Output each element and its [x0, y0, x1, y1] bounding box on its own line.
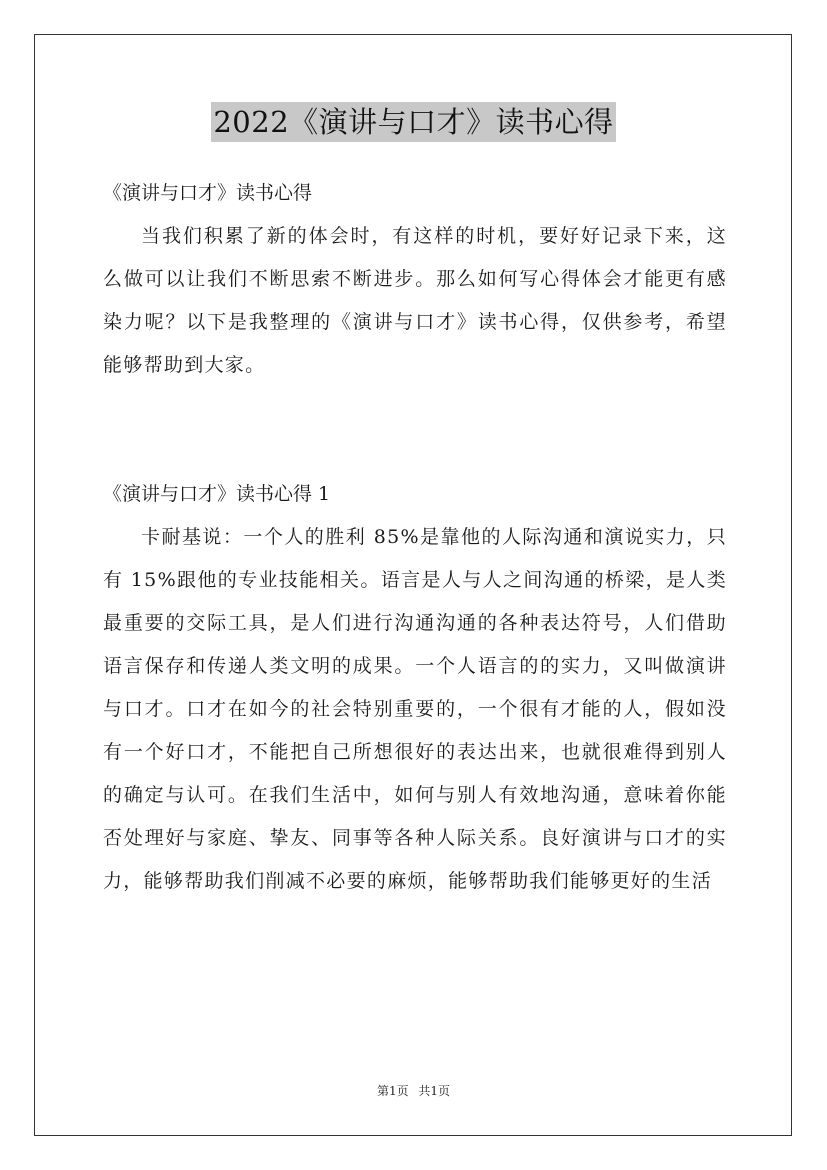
document-body	[103, 172, 727, 903]
intro-paragraph: 当我们积累了新的体会时，有这样的时机，要好好记录下来，这么做可以让我们不断思索不断进步。那么如何写心得体会才能更有感染力呢？以下是我整理的《演讲与口才》读书心得，仅供参考，希望能够帮助到大家。	[103, 225, 727, 376]
section1-paragraph: 卡耐基说：一个人的胜利 85%是靠他的人际沟通和演说实力，只有 15%跟他的专业技能相关。语言是人与人之间沟通的桥梁，是人类最重要的交际工具，是人们进行沟通沟通的各种表达符号，人们借助语言保存和传递人类文明的成果。一个人语言的的实力，又叫做演讲与口才。口才在如今的社会特别重要的，一个很有才能的人，假如没有一个好口才，不能把自己所想很好的表达出来，也就很难得到别人的确定与认可。在我们生活中，如何与别人有效地沟通，意味着你能否处理好与家庭、挚友、同事等各种人际关系。良好演讲与口才的实力，能够帮助我们削减不必要的麻烦，能够帮助我们能够更好的生活	[103, 526, 727, 892]
document-title: 2022《演讲与口才》读书心得	[211, 102, 615, 142]
section1-heading: 《演讲与口才》读书心得 1	[103, 483, 331, 505]
title-container	[0, 102, 827, 142]
intro-heading: 《演讲与口才》读书心得	[103, 182, 313, 204]
page-total: 共1页	[418, 1084, 451, 1098]
page-footer	[0, 1082, 827, 1099]
page-number: 第1页	[376, 1084, 409, 1098]
section-spacer	[103, 387, 727, 473]
